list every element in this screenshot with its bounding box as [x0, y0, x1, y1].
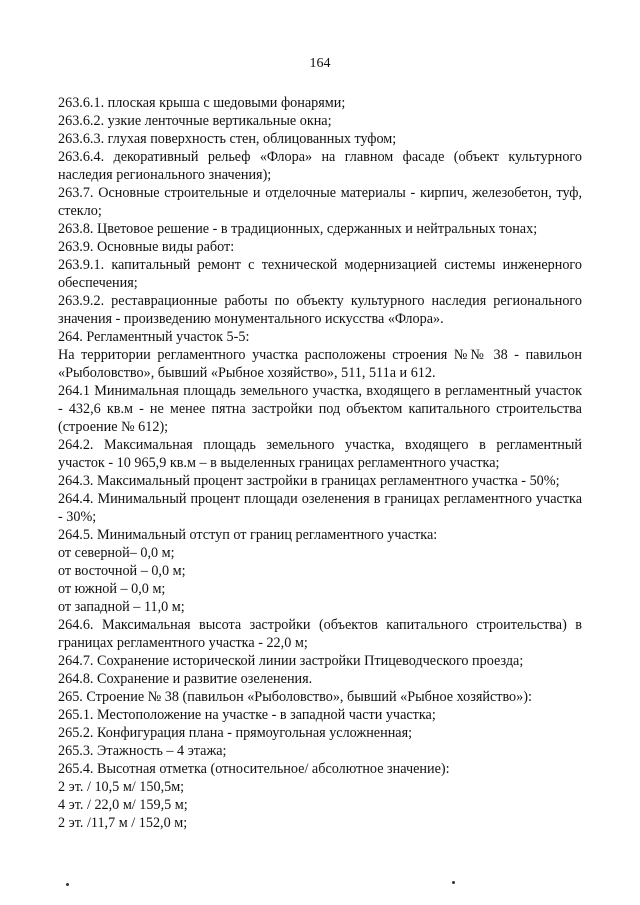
- paragraph: 265.3. Этажность – 4 этажа;: [58, 743, 227, 759]
- paragraph: от западной – 11,0 м;: [58, 599, 185, 615]
- paragraph: 264.8. Сохранение и развитие озеленения.: [58, 671, 313, 687]
- paragraph: от южной – 0,0 м;: [58, 581, 166, 597]
- paragraph: 264.7. Сохранение исторической линии застройки Птицеводческого проезда;: [58, 653, 524, 669]
- paragraph: 263.9.2. реставрационные работы по объекту культурного наследия регионального значения - произведению монументального искусства «Флора».: [58, 293, 582, 327]
- scan-speck: [66, 883, 69, 886]
- paragraph: 265.2. Конфигурация плана - прямоугольная усложненная;: [58, 725, 413, 741]
- paragraph: 264.2. Максимальная площадь земельного участка, входящего в регламентный участок - 10 965,9 кв.м – в выделенных границах регламентного участка;: [58, 437, 582, 471]
- paragraph: 264.5. Минимальный отступ от границ регламентного участка:: [58, 527, 438, 543]
- paragraph: 264.4. Минимальный процент площади озеленения в границах регламентного участка - 30%;: [58, 491, 582, 525]
- paragraph: от северной– 0,0 м;: [58, 545, 175, 561]
- paragraph: 263.6.2. узкие ленточные вертикальные окна;: [58, 113, 332, 129]
- paragraph: 2 эт. /11,7 м / 152,0 м;: [58, 815, 188, 831]
- paragraph: 2 эт. / 10,5 м/ 150,5м;: [58, 779, 185, 795]
- paragraph: 263.9.1. капитальный ремонт с технической модернизацией системы инженерного обеспечения;: [58, 257, 582, 291]
- paragraph: 264.1 Минимальная площадь земельного участка, входящего в регламентный участок - 432,6 кв.м - не менее пятна застройки под объектом капитального строительства (строение № 612);: [58, 383, 582, 435]
- paragraph: На территории регламентного участка расположены строения №№ 38 - павильон «Рыболовство», бывший «Рыбное хозяйство», 511, 511а и 612.: [58, 347, 582, 381]
- paragraph: 263.7. Основные строительные и отделочные материалы - кирпич, железобетон, туф, стекло;: [58, 185, 582, 219]
- scan-speck: [452, 881, 455, 884]
- paragraph: 263.6.1. плоская крыша с шедовыми фонарями;: [58, 95, 346, 111]
- paragraph: 4 эт. / 22,0 м/ 159,5 м;: [58, 797, 188, 813]
- paragraph: 264. Регламентный участок 5-5:: [58, 329, 250, 345]
- paragraph: 265. Строение № 38 (павильон «Рыболовство», бывший «Рыбное хозяйство»):: [58, 689, 532, 705]
- document-body: [58, 94, 582, 832]
- paragraph: от восточной – 0,0 м;: [58, 563, 186, 579]
- paragraph: 265.4. Высотная отметка (относительное/ абсолютное значение):: [58, 761, 450, 777]
- paragraph: 264.6. Максимальная высота застройки (объектов капитального строительства) в границах регламентного участка - 22,0 м;: [58, 617, 582, 651]
- paragraph: 265.1. Местоположение на участке - в западной части участка;: [58, 707, 436, 723]
- page-number: 164: [309, 56, 331, 71]
- paragraph: 263.6.4. декоративный рельеф «Флора» на главном фасаде (объект культурного наследия регионального значения);: [58, 149, 582, 183]
- paragraph: 263.8. Цветовое решение - в традиционных, сдержанных и нейтральных тонах;: [58, 221, 538, 237]
- paragraph: 264.3. Максимальный процент застройки в границах регламентного участка - 50%;: [58, 473, 560, 489]
- paragraph: 263.6.3. глухая поверхность стен, облицованных туфом;: [58, 131, 397, 147]
- paragraph: 263.9. Основные виды работ:: [58, 239, 235, 255]
